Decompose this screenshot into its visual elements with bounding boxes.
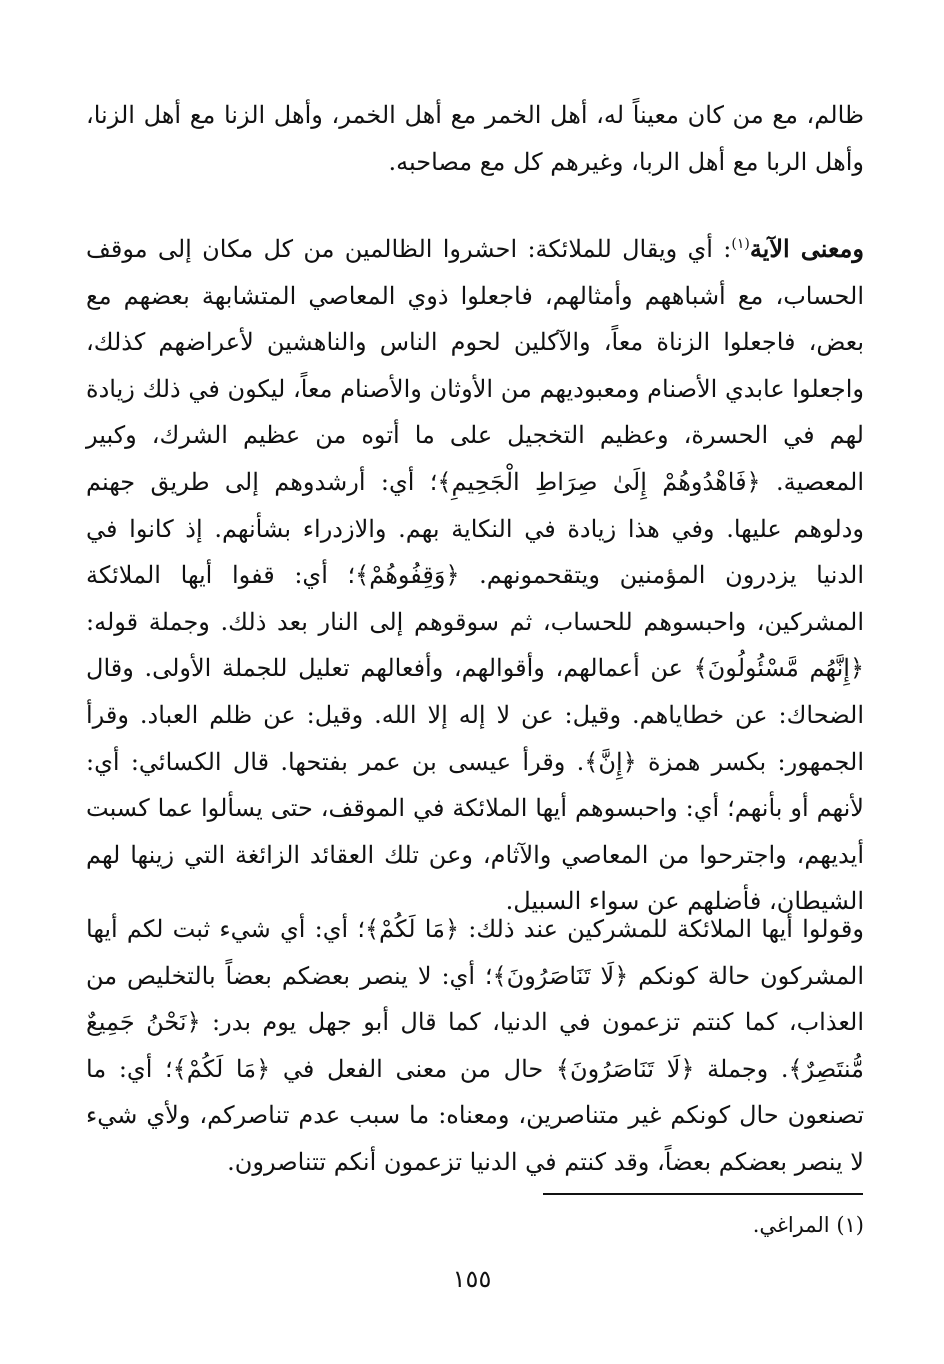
paragraph-1: ظالم، مع من كان معيناً له، أهل الخمر مع أهل الخمر، وأهل الزنا مع أهل الزنا، وأهل الربا مع أهل الربا، وغيرهم كل مع مصاحبه. [86, 101, 864, 176]
footnote: (١) المراغي. [752, 1213, 864, 1237]
footnote-reference[interactable]: (١) [731, 236, 750, 252]
paragraph-2-body: : أي ويقال للملائكة: احشروا الظالمين من كل مكان إلى موقف الحساب، مع أشباههم وأمثالهم، فاجعلوا ذوي المعاصي المتشابهة بعضهم مع بعض، فاجعلوا الزناة معاً، والآكلين لحوم الناس والناهشين لأعراضهم كذلك، واجعلوا عابدي الأصنام ومعبوديهم من الأوثان والأصنام معاً، ليكون في ذلك زيادة لهم في الحسرة، وعظيم التخجيل على ما أتوه من عظيم الشرك، وكبير المعصية. ﴿فَاهْدُوهُمْ إِلَىٰ صِرَاطِ الْجَحِيمِ﴾؛ أي: أرشدوهم إلى طريق جهنم ودلوهم عليها. وفي هذا زيادة في النكاية بهم. والازدراء بشأنهم. إذ كانوا في الدنيا يزدرون المؤمنين ويتقحمونهم. ﴿وَقِفُوهُمْ﴾؛ أي: قفوا أيها الملائكة المشركين، واحبسوهم للحساب، ثم سوقوهم إلى النار بعد ذلك. وجملة قوله: ﴿إِنَّهُم مَّسْئُولُونَ﴾ عن أعمالهم، وأقوالهم، وأفعالهم تعليل للجملة الأولى. وقال الضحاك: عن خطاياهم. وقيل: عن لا إله إلا الله. وقيل: عن ظلم العباد. وقرأ الجمهور: بكسر همزة ﴿إِنَّ﴾. وقرأ عيسى بن عمر بفتحها. قال الكسائي: أي: لأنهم أو بأنهم؛ أي: واحبسوهم أيها الملائكة في الموقف، حتى يسألوا عما كسبت أيديهم، واجترحوا من المعاصي والآثام، وعن تلك العقائد الزائغة التي زينها لهم الشيطان، فأضلهم عن سواء السبيل. [86, 235, 865, 916]
footnote-divider [543, 1193, 863, 1195]
paragraph-2-lead: ومعنى الآية [749, 234, 864, 263]
page-number: ١٥٥ [452, 1265, 492, 1293]
paragraph-3: وقولوا أيها الملائكة للمشركين عند ذلك: ﴿مَا لَكُمْ﴾؛ أي: أي شيء ثبت لكم أيها المشركون حالة كونكم ﴿لَا تَنَاصَرُونَ﴾؛ أي: لا ينصر بعضكم بعضاً بالتخليص من العذاب، كما كنتم تزعمون في الدنيا، كما قال أبو جهل يوم بدر: ﴿نَحْنُ جَمِيعٌ مُّنتَصِرٌ﴾. وجملة ﴿لَا تَنَاصَرُونَ﴾ حال من معنى الفعل في ﴿مَا لَكُمْ﴾؛ أي: ما تصنعون حال كونكم غير متناصرين، ومعناه: ما سبب عدم تناصركم، ولأي شيء لا ينصر بعضكم بعضاً، وقد كنتم في الدنيا تزعمون أنكم تتناصرون. [86, 915, 864, 1176]
paragraph-2 [86, 226, 864, 925]
